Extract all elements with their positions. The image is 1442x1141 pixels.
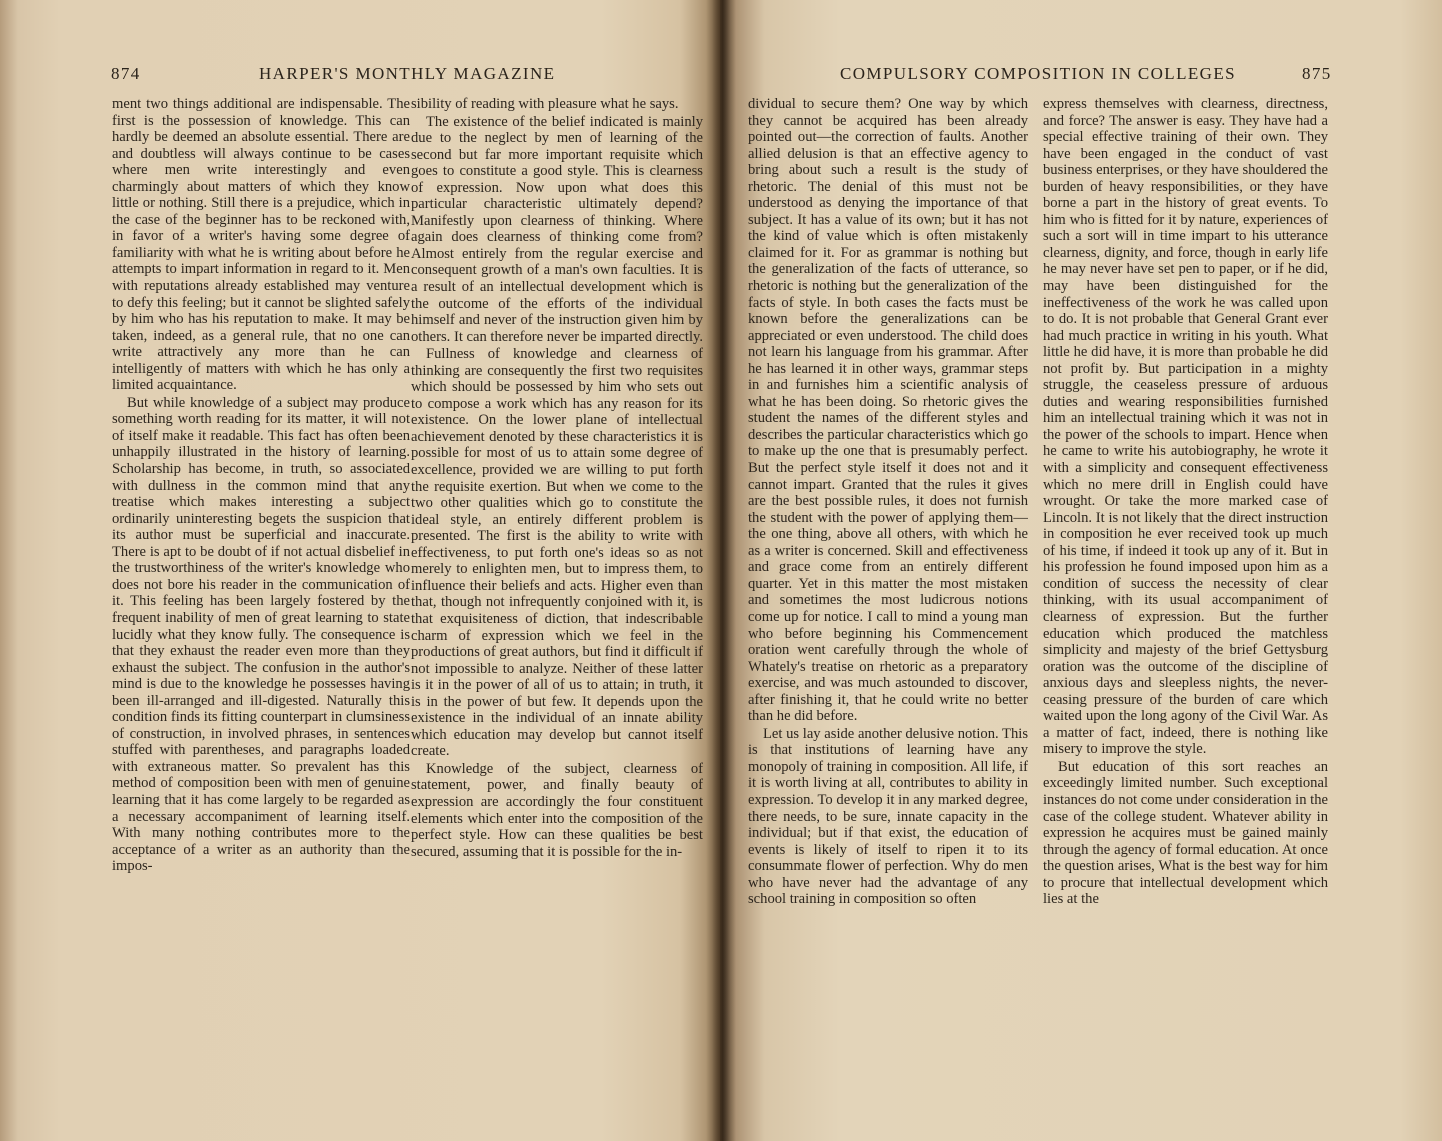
left-page-column-1 [112,96,410,1056]
paragraph: But education of this sort reaches an exceedingly limited number. Such exceptional instances do not come under consideration in the case of the college student. Whatever ability in expression he acquires must be gained mainly through the agency of formal education. At once the question arises, What is the best way for him to procure that intellectual development which lies at the [1043,758,1328,908]
book-gutter [706,0,736,1141]
paragraph: But while knowledge of a subject may produce something worth reading for its matter, it will not of itself make it readable. This fact has often been unhappily illustrated in the history of learning. Scholarship has become, in truth, so associated with dullness in the common mind that any treatise which makes interesting a subject ordinarily uninteresting begets the suspicion that its author must be superficial and inaccurate. There is apt to be doubt of if not actual disbelief in the trustworthiness of the writer's knowledge who does not bore his reader in the communication of it. This feeling has been largely fostered by the frequent inability of men of great learning to state lucidly what they know fully. The consequence is that they exhaust the reader even more than they exhaust the subject. The confusion in the author's mind is due to the knowledge he possesses having been ill-arranged and ill-digested. Naturally this condition finds its fitting counterpart in clumsiness of construction, in involved phrases, in sentences stuffed with parentheses, and paragraphs loaded with extraneous matter. So prevalent has this method of composition been with men of genuine learning that it has come largely to be regarded as a necessary accompaniment of learning itself. With many nothing contributes more to the acceptance of a writer as an authority than the impos- [112,394,410,875]
paragraph: dividual to secure them? One way by which they cannot be acquired has been already pointed out—the correction of faults. Another allied delusion is that an effective agency to bring about such a result is the study of rhetoric. The denial of this must not be understood as denying the importance of that subject. It has a value of its own; but it has not the kind of value which is often mistakenly claimed for it. For as grammar is nothing but the generalization of the facts of utterance, so rhetoric is nothing but the generalization of the facts of style. In both cases the facts must be known before the generalizations can be appreciated or even understood. The child does not learn his language from his grammar. After he has learned it in other ways, grammar steps in and furnishes him a scientific analysis of what he has been doing. So rhetoric gives the student the names of the different styles and describes the particular characteristics which go to make up the one that is presumably perfect. But the perfect style itself it does not and it cannot impart. Granted that the rules it gives are the best possible rules, it does not furnish the student with the power of applying them—the one thing, above all others, with which he as a writer is concerned. Skill and effectiveness and grace come from an entirely different quarter. Yet in this matter the most mistaken and sometimes the most ludicrous notions come up for notice. I call to mind a young man who before beginning his Commencement oration went carefully through the whole of Whately's treatise on rhetoric as a preparatory exercise, and was much astounded to discover, after finishing it, that he could write no better than he did before. [748,96,1028,725]
page-number-left: 874 [111,64,141,83]
right-page [720,0,1442,1141]
paragraph: Fullness of knowledge and clearness of thinking are consequently the first two requisites which should be possessed by him who sets out to compose a work which has any reason for its existence. On the lower plane of intellectual achievement denoted by these characteristics it is possible for most of us to attain some degree of excellence, provided we are willing to put forth the requisite exertion. But when we come to the two other qualities which go to constitute the ideal style, an entirely different problem is presented. The first is the ability to write with effectiveness, to put forth one's ideas so as not merely to enlighten men, but to impress them, to influence their beliefs and acts. Higher even than that, though not infrequently conjoined with it, is that exquisiteness of diction, that indescribable charm of expression which we feel in the productions of great authors, but find it difficult if not impossible to analyze. Neither of these latter is it in the power of all of us to attain; in truth, it is in the power of but few. It depends upon the existence in the individual of an innate ability which education may develop but cannot itself create. [411,346,703,760]
right-page-column-2 [1043,96,1328,1056]
paragraph: sibility of reading with pleasure what he says. [411,96,679,112]
running-head-left: HARPER'S MONTHLY MAGAZINE [259,64,556,83]
paragraph: Knowledge of the subject, clearness of statement, power, and finally beauty of expression are accordingly the four constituent elements which enter into the composition of the perfect style. How can these qualities be best secured, assuming that it is possible for the in- [411,760,703,860]
left-page [0,0,720,1141]
running-head-right: COMPULSORY COMPOSITION IN COLLEGES [840,64,1236,83]
page-number-right: 875 [1302,64,1332,83]
right-page-column-1 [748,96,1028,1056]
paragraph: The existence of the belief indicated is mainly due to the neglect by men of learning of the second but far more important requisite which goes to constitute a good style. This is clearness of expression. Now upon what does this particular characteristic ultimately depend? Manifestly upon clearness of thinking. Where again does clearness of thinking come from? Almost entirely from the regular exercise and consequent growth of a man's own faculties. It is a result of an intellectual development which is the outcome of the efforts of the individual himself and never of the instruction given him by others. It can therefore never be imparted directly. [411,113,703,345]
paragraph: ment two things additional are indispensable. The first is the possession of knowledge. This can hardly be deemed an absolute essential. There are and doubtless will always continue to be cases where men write interestingly and even charmingly about matters of which they know little or nothing. Still there is a prejudice, which in the case of the beginner has to be reckoned with, in favor of a writer's having some degree of familiarity with what he is writing about before he attempts to impart information in regard to it. Men with reputations already established may venture to defy this feeling; but it cannot be slighted safely by him who has his reputation to make. It may be taken, indeed, as a general rule, that no one can write attractively any more than he can intelligently of matters with which he has only a limited acquaintance. [112,96,410,394]
left-page-column-2 [411,96,703,1056]
paragraph: express themselves with clearness, directness, and force? The answer is easy. They have had a special effective training of their own. They have been engaged in the conduct of vast business enterprises, or they have shouldered the burden of heavy responsibilities, or they have borne a part in the history of great events. To him who is fitted for it by nature, experiences of such a sort will in time impart to his utterance clearness, dignity, and force, though in early life he may never have set pen to paper, or if he did, may have been distinguished for the ineffectiveness of the work he was called upon to do. It is not probable that General Grant ever had much practice in writing in his youth. What little he did have, it is more than probable he did not profit by. But participation in a mighty struggle, the ceaseless pressure of arduous duties and wearing responsibilities furnished him an intellectual training which it was not in the power of the schools to impart. Hence when he came to write his autobiography, he wrote it with a simplicity and consequent effectiveness which no mere drill in English could have wrought. Or take the more marked case of Lincoln. It is not likely that the direct instruction in composition he ever received took up much of his time, if indeed it took up any of it. But in his profession he found imposed upon him as a condition of success the necessity of clear thinking, with its usual accompaniment of clearness of expression. But the further education which produced the matchless simplicity and majesty of the brief Gettysburg oration was the outcome of the discipline of anxious days and sleepless nights, the never-ceasing pressure of the burden of care which waited upon the long agony of the Civil War. As a matter of fact, indeed, there is nothing like misery to improve the style. [1043,96,1328,758]
paragraph: Let us lay aside another delusive notion. This is that institutions of learning have any monopoly of training in composition. All life, if it is worth living at all, contributes to ability in expression. To develop it in any marked degree, there needs, to be sure, innate capacity in the individual; but if that exist, the education of events is likely of itself to ripen it to its consummate flower of perfection. Why do men who have never had the advantage of any school training in composition so often [748,725,1028,908]
